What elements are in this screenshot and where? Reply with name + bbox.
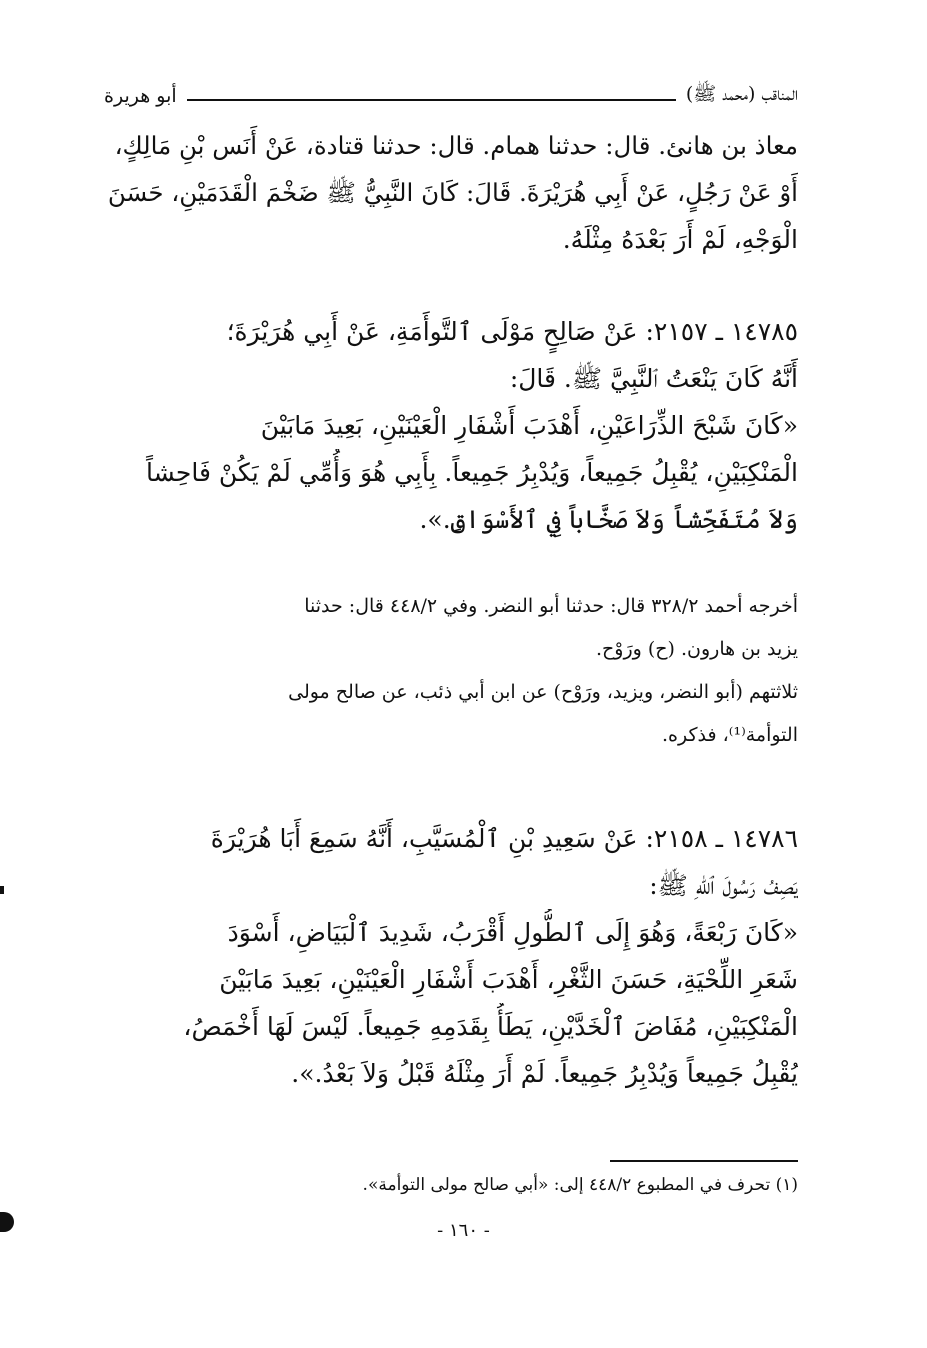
section-title: أبو هريرة bbox=[104, 85, 177, 107]
note-line: أخرجه أحمد ٣٢٨/٢ قال: حدثنا أبو النضر. وفي ٤٤٨/٢ قال: حدثنا bbox=[304, 595, 798, 617]
hadith-14786 bbox=[104, 815, 798, 1097]
footnote-rule bbox=[610, 1160, 798, 1162]
text-line: يُقْبِلُ جَمِيعاً وَيُدْبِرُ جَمِيعاً. لَمْ أَرَ مِثْلَهُ قَبْلُ وَلاَ بَعْدُ.». bbox=[291, 1059, 798, 1088]
running-header bbox=[104, 78, 798, 114]
text-line: يَصِفُ رَسُولَ ٱللهِ ﷺ: bbox=[649, 871, 798, 900]
text-line: الْمَنْكِبَيْنِ، مُفَاضَ ٱلْخَدَّيْنِ، يَطَأُ بِقَدَمِهِ جَمِيعاً. لَيْسَ لَهَا أَخْمَصُ، bbox=[183, 1012, 798, 1041]
note-line: ثلاثتهم (أبو النضر، ويزيد، ورَوْح) عن ابن أبي ذئب، عن صالح مولى bbox=[288, 681, 798, 703]
footnote: (١) تحرف في المطبوع ٤٤٨/٢ إلى: «أبي صالح مولى التوأمة». bbox=[362, 1175, 798, 1195]
text-line: الْوَجْهِ، لَمْ أَرَ بَعْدَهُ مِثْلَهُ. bbox=[562, 225, 798, 254]
hadith-14785 bbox=[104, 308, 798, 543]
text-line: الْمَنْكِبَيْنِ، يُقْبِلُ جَمِيعاً، وَيُدْبِرُ جَمِيعاً. بِأَبِي هُوَ وَأُمِّي لَمْ يَكُنْ فَاحِشاً bbox=[146, 458, 798, 487]
header-rule bbox=[187, 99, 676, 101]
hadith-heading: ١٤٧٨٥ ـ ٢١٥٧: عَنْ صَالِحٍ مَوْلَى ٱلتَّوأَمَةِ، عَنْ أَبِي هُرَيْرَةَ؛ bbox=[226, 317, 798, 346]
page-number: - ١٦٠ - bbox=[437, 1220, 490, 1241]
text-line: «كَانَ شَبْحَ الذِّرَاعَيْنِ، أَهْدَبَ أَشْفَارِ الْعَيْنَيْنِ، بَعِيدَ مَابَيْنَ bbox=[260, 411, 798, 440]
text-line: وَلاَ مُتَفَحِّشاً وَلاَ صَخَّاباً فِي ٱلأَسْوَاقِ.». bbox=[419, 505, 798, 534]
scan-mark bbox=[0, 886, 4, 894]
hadith-continuation bbox=[104, 122, 798, 263]
text-line: معاذ بن هانئ. قال: حدثنا همام. قال: حدثنا قتادة، عَنْ أَنَس بْنِ مَالِكٍ، bbox=[114, 131, 798, 160]
chapter-title: المناقب (محمد ﷺ) bbox=[685, 83, 798, 105]
text-line: أَنَّهُ كَانَ يَنْعَتُ ٱلنَّبِيَّ ﷺ. قَالَ: bbox=[509, 364, 798, 393]
hadith-heading: ١٤٧٨٦ ـ ٢١٥٨: عَنْ سَعِيدِ بْنِ ٱلْمُسَيَّبِ، أَنَّهُ سَمِعَ أَبَا هُرَيْرَةَ bbox=[210, 824, 798, 853]
takhrij-note bbox=[104, 585, 798, 757]
note-line: التوأمة⁽¹⁾، فذكره. bbox=[662, 724, 798, 746]
text-line: «كَانَ رَبْعَةً، وَهُوَ إِلَى ٱلطُّولِ أَقْرَبُ، شَدِيدَ ٱلْبَيَاضِ، أَسْوَدَ bbox=[227, 918, 798, 947]
text-line: شَعَرِ اللِّحْيَةِ، حَسَنَ الثَّغْرِ، أَهْدَبَ أَشْفَارِ الْعَيْنَيْنِ، بَعِيدَ مَابَيْنَ bbox=[219, 965, 798, 994]
text-line: أَوْ عَنْ رَجُلٍ، عَنْ أَبِي هُرَيْرَةَ. قَالَ: كَانَ النَّبِيُّ ﷺ ضَخْمَ الْقَدَمَيْنِ، حَسَنَ bbox=[107, 178, 798, 207]
note-line: يزيد بن هارون. (ح) ورَوْح. bbox=[595, 638, 798, 660]
